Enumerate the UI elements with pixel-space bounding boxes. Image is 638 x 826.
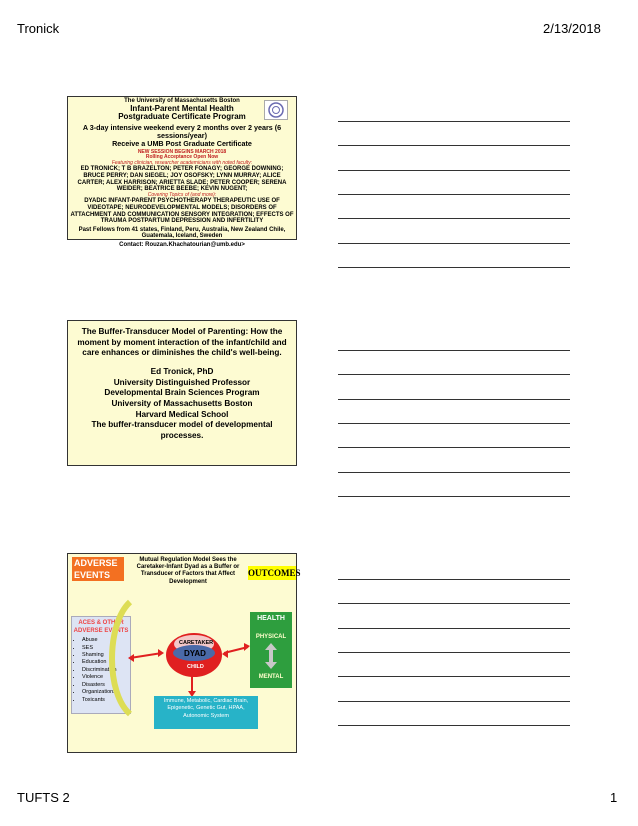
note-line — [338, 399, 570, 400]
caretaker-label: CARETAKER — [179, 640, 214, 646]
aces-item: • Education — [82, 659, 130, 666]
note-line — [338, 267, 570, 268]
model-text: The buffer-transducer model of developmental processes. — [91, 420, 273, 440]
mutual-regulation-text: Mutual Regulation Model Sees the Caretaker-Infant Dyad as a Buffer or Transducer of Factors that Affect Development — [136, 557, 240, 585]
speaker-name: Ed Tronick, PhD — [150, 366, 214, 376]
faculty-list: ED TRONICK; T B BRAZELTON; PETER FONAGY; GEORGE DOWNING; BRUCE PERRY; DAN SIEGEL; JOY OSOFSKY; LYNN MURRAY; ALICE CARTER; ALEX HARRISON; ARIETTA SLADE; PETER COOPER; SERENA WEIDER; BEATRICE BEEBE; KEVIN NUGENT; — [77, 166, 287, 193]
slide-2 — [67, 320, 297, 466]
note-line — [338, 423, 570, 424]
note-line — [338, 243, 570, 244]
aces-item: • Abuse — [82, 637, 130, 644]
note-line — [338, 121, 570, 122]
intensive-text: A 3-day intensive weekend every 2 months over 2 years (6 sessions/year) — [82, 123, 282, 141]
topics-label: Covering Topics of (and more): — [147, 191, 217, 198]
header-date: 2/13/2018 — [543, 21, 601, 36]
note-line — [338, 579, 570, 580]
aces-item: • Violence — [82, 674, 130, 681]
talk-title: The Buffer-Transducer Model of Parenting: How the moment by moment interaction of the infant/child and care enhances or diminishes the child's well-being. — [77, 327, 287, 358]
right-arrowhead-a — [222, 650, 228, 658]
note-line — [338, 628, 570, 629]
health-title: HEALTH — [257, 615, 285, 622]
speaker-university: University of Massachusetts Boston — [111, 398, 253, 408]
note-lines — [338, 0, 570, 826]
arc-shape — [112, 602, 130, 714]
aces-item: • Organizations — [82, 689, 130, 696]
contact: Contact: Rouzan.Khachatourian@umb.edu> — [119, 241, 245, 248]
header-left: Tronick — [17, 21, 60, 36]
new-session: NEW SESSION BEGINS MARCH 2018 — [137, 148, 227, 155]
aces-title: ACES & OTHER ADVERSE EVENTS — [73, 620, 129, 635]
left-arrow-line — [130, 653, 162, 658]
aces-item: • SES — [82, 645, 130, 652]
speaker-hms: Harvard Medical School — [135, 409, 229, 419]
footer-left: TUFTS 2 — [17, 790, 70, 805]
note-line — [338, 652, 570, 653]
child-label: CHILD — [187, 664, 204, 670]
speaker-role: University Distinguished Professor — [113, 377, 251, 387]
note-line — [338, 725, 570, 726]
physical-label: PHYSICAL — [255, 634, 287, 640]
featuring-text: Featuring clinician, researcher academicians with noted faculty: — [111, 159, 253, 166]
receive-text: Receive a UMB Post Graduate Certificate — [112, 139, 252, 149]
note-line — [338, 472, 570, 473]
left-arrowhead-b — [158, 649, 164, 657]
right-arrowhead-b — [244, 643, 250, 651]
university-name: The University of Massachusetts Boston — [124, 98, 240, 104]
slide-1 — [67, 96, 297, 248]
note-line — [338, 447, 570, 448]
aces-item: • Toxicants — [82, 697, 130, 704]
past-fellows: Past Fellows from 41 states, Finland, Peru, Australia, New Zealand Chile, Guatemala, Iceland, Sweden — [78, 226, 286, 240]
aces-item: • Discrimination — [82, 667, 130, 674]
aces-item: • Disasters — [82, 682, 130, 689]
university-logo-icon — [264, 100, 288, 120]
note-line — [338, 350, 570, 351]
slide-3-diagram — [67, 553, 301, 753]
program-title: Infant-Parent Mental Health — [130, 103, 234, 113]
note-line — [338, 170, 570, 171]
note-line — [338, 218, 570, 219]
mental-label: MENTAL — [258, 674, 284, 680]
outcomes-label: OUTCOMES — [248, 568, 301, 578]
note-line — [338, 676, 570, 677]
page-number: 1 — [610, 790, 618, 805]
certificate-title: Postgraduate Certificate Program — [118, 112, 246, 122]
speaker-dept: Developmental Brain Sciences Program — [104, 388, 260, 398]
rolling-acceptance: Rolling Acceptance Open Now — [145, 154, 219, 161]
left-arrowhead-a — [128, 654, 134, 662]
note-line — [338, 145, 570, 146]
note-line — [338, 194, 570, 195]
note-line — [338, 496, 570, 497]
topics-list: DYADIC INFANT-PARENT PSYCHOTHERAPY THERAPEUTIC USE OF VIDEOTAPE; NEURODEVELOPMENTAL MODELS; DISORDERS OF ATTACHMENT AND COMMUNICATION SENSORY INTEGRATION; EFFECTS OF TRAUMA POSTPARTUM DEPRESSION AND INFERTILITY — [70, 198, 294, 225]
note-line — [338, 603, 570, 604]
aces-item: • Shaming — [82, 652, 130, 659]
adverse-events-label: ADVERSE EVENTS — [72, 557, 124, 581]
note-line — [338, 701, 570, 702]
immune-box: Immune, Metabolic, Cardiac Brain, Epigenetic, Genetic Gut, HPAA, Autonomic System — [154, 696, 258, 729]
note-line — [338, 374, 570, 375]
dyad-label: DYAD — [184, 649, 206, 658]
